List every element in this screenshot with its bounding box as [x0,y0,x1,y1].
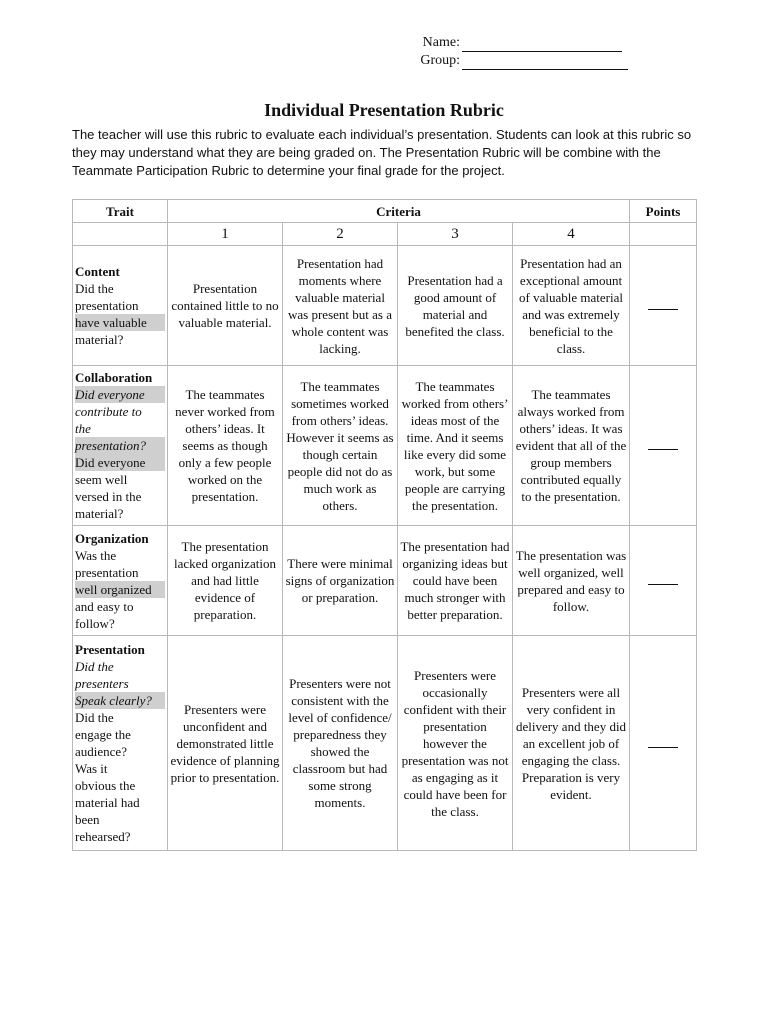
trait-question-line: have valuable [75,314,165,331]
trait-question-line: follow? [75,615,115,631]
criteria-cell-level-1: The teammates never worked from others’ ideas. It seems as though only a few people worked on the presentation. [168,366,283,526]
trait-question-line: Did the [75,710,114,725]
trait-cell [73,526,168,636]
points-cell [630,366,697,526]
level-points-blank [630,223,697,246]
trait-question-line: material? [75,506,124,521]
trait-question-line: rehearsed? [75,829,131,844]
intro-paragraph: The teacher will use this rubric to evaluate each individual’s presentation. Students can look at this rubric so they may understand what they are being graded on. The Presentation Rubric will be combine with the Teammate Participation Rubric to determine your final grade for the project. [72,127,692,178]
points-header: Points [630,200,697,223]
level-4: 4 [513,223,630,246]
criteria-cell-level-2: The teammates sometimes worked from others’ ideas. However it seems as though certain people did not do as much work as others. [283,366,398,526]
trait-question-line: contribute to [75,404,142,419]
criteria-header: Criteria [168,200,630,223]
level-3: 3 [398,223,513,246]
trait-cell [73,366,168,526]
trait-question-line: versed in the [75,489,142,504]
rubric-row [73,526,697,636]
trait-question-line: seem well [75,472,128,487]
rubric-row [73,636,697,851]
group-label: Group: [420,53,460,68]
level-2: 2 [283,223,398,246]
trait-question-line: presentation [75,564,139,580]
trait-question-line: the [75,421,91,436]
trait-name: Presentation [75,642,145,657]
criteria-cell-level-4: Presentation had an exceptional amount of valuable material and was extremely beneficial to the class. [513,246,630,366]
trait-question-line: Did the [75,281,114,296]
points-cell [630,526,697,636]
points-blank-line[interactable] [648,449,678,450]
level-blank-cell [73,223,168,246]
trait-question-line: obvious the [75,778,136,793]
rubric-table [72,199,697,851]
group-blank-line[interactable] [462,55,628,70]
criteria-cell-level-4: Presenters were all very confident in delivery and they did an excellent job of engaging the class. Preparation is very evident. [513,636,630,851]
trait-header: Trait [73,200,168,223]
criteria-cell-level-2: There were minimal signs of organization or preparation. [283,526,398,636]
criteria-cell-level-2: Presenters were not consistent with the level of confidence/ preparedness they showed the classroom but had some strong moments. [283,636,398,851]
criteria-cell-level-1: Presenters were unconfident and demonstrated little evidence of planning prior to presentation. [168,636,283,851]
points-cell [630,246,697,366]
trait-question-line: Speak clearly? [75,692,165,709]
trait-question-line: Was it [75,761,108,776]
trait-name: Content [75,264,120,279]
points-blank-line[interactable] [648,584,678,585]
trait-name: Organization [75,530,149,546]
criteria-cell-level-4: The teammates always worked from others’ ideas. It was evident that all of the group members contributed equally to the presentation. [513,366,630,526]
trait-question-line: material had [75,795,140,810]
trait-question-line: material? [75,332,124,347]
student-info-fields [412,34,628,70]
trait-question-line: audience? [75,744,127,759]
criteria-cell-level-3: The teammates worked from others’ ideas most of the time. And it seems like every did some work, but some people are carrying the presentation. [398,366,513,526]
trait-question-line: well organized [75,581,165,598]
rubric-row [73,246,697,366]
criteria-cell-level-3: The presentation had organizing ideas but could have been much stronger with better preparation. [398,526,513,636]
trait-question-line: presentation [75,298,139,313]
criteria-cell-level-3: Presentation had a good amount of material and benefited the class. [398,246,513,366]
criteria-cell-level-2: Presentation had moments where valuable material was present but as a whole content was lacking. [283,246,398,366]
trait-question-line: and easy to [75,598,134,614]
points-blank-line[interactable] [648,309,678,310]
page-title: Individual Presentation Rubric [264,100,504,120]
header-row [73,200,697,223]
trait-question-line: Did everyone [75,454,165,471]
trait-question-line: been [75,812,100,827]
rubric-row [73,366,697,526]
trait-cell [73,636,168,851]
name-label: Name: [422,35,460,50]
trait-question-line: engage the [75,727,131,742]
trait-question-line: presenters [75,676,129,691]
criteria-cell-level-3: Presenters were occasionally confident with their presentation however the presentation was not as engaging as it could have been for the class. [398,636,513,851]
points-cell [630,636,697,851]
name-blank-line[interactable] [462,37,622,52]
level-row [73,223,697,246]
trait-question-line: presentation? [75,437,165,454]
points-blank-line[interactable] [648,747,678,748]
trait-name: Collaboration [75,370,153,385]
criteria-cell-level-1: Presentation contained little to no valuable material. [168,246,283,366]
trait-question-line: Was the [75,547,117,563]
trait-question-line: Did the [75,659,114,674]
group-field [412,52,628,70]
trait-question-line: Did everyone [75,386,165,403]
name-field [412,34,628,52]
trait-cell [73,246,168,366]
criteria-cell-level-4: The presentation was well organized, well prepared and easy to follow. [513,526,630,636]
criteria-cell-level-1: The presentation lacked organization and had little evidence of preparation. [168,526,283,636]
level-1: 1 [168,223,283,246]
